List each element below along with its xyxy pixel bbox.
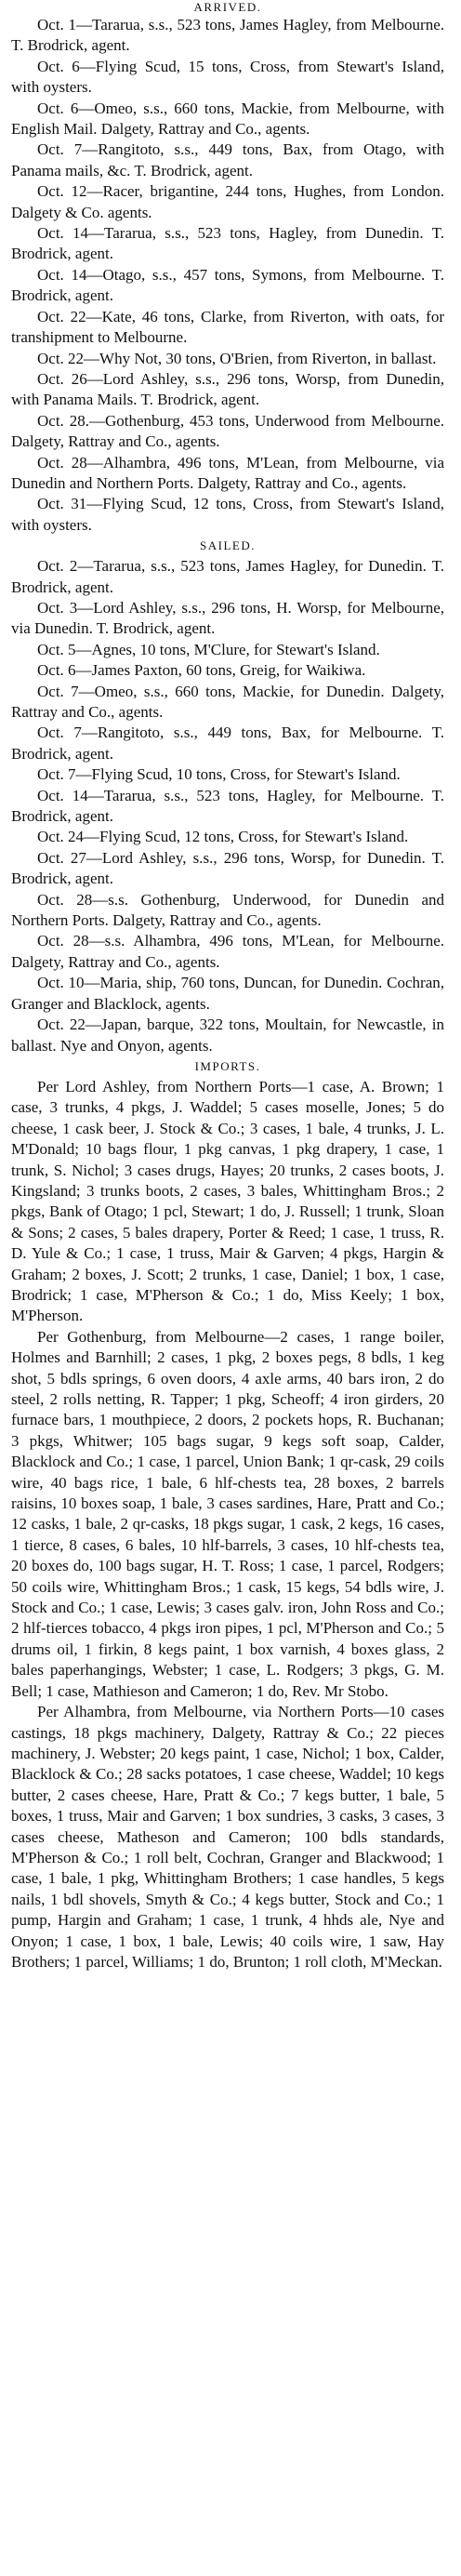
- arrived-entry: Oct. 28.—Gothenburg, 453 tons, Underwood from Melbourne. Dalgety, Rattray and Co., agents.: [11, 411, 444, 451]
- arrived-entry: Oct. 1—Tararua, s.s., 523 tons, James Hagley, from Melbourne. T. Brodrick, agent.: [11, 16, 444, 55]
- imports-entry: Per Gothenburg, from Melbourne—2 cases, 1 range boiler, Holmes and Barnhill; 2 cases, 1 pkg, 2 boxes pegs, 8 bdls, 1 keg shot, 5 bdls springs, 6 oven doors, 4 axle arms, 40 bars iron, 2 do steel, 2 rolls netting, R. Tapper; 1 pkg, Scheoff; 4 iron girders, 20 furnace bars, 1 mouthpiece, 2 doors, 2 pockets hops, R. Buchanan; 3 pkgs, Whitwer; 105 bags sugar, 9 kegs soft soap, Calder, Blacklock and Co.; 1 case, 1 parcel, Union Bank; 1 qr-cask, 29 coils wire, 40 bags rice, 1 bale, 6 hlf-chests tea, 28 boxes, 2 barrels raisins, 10 boxes soap, 1 bale, 3 cases sardines, Hare, Pratt and Co.; 12 casks, 1 bale, 2 qr-casks, 18 pkgs sugar, 1 cask, 2 kegs, 16 cases, 1 tierce, 8 cases, 6 bales, 10 hlf-barrels, 3 cases, 10 hlf-chests tea, 20 boxes do, 100 bags sugar, H. T. Ross; 1 case, 1 parcel, Rodgers; 50 coils wire, Whittingham Bros.; 1 cask, 15 kegs, 54 bdls wire, J. Stock and Co.; 1 case, Lewis; 3 cases galv. iron, John Ross and Co.; 2 hlf-tierces tobacco, 4 pkgs iron pipes, 1 pcl, M'Pherson and Co.; 5 drums oil, 1 firkin, 8 kegs paint, 1 box varnish, 4 boxes glass, 2 bales paperhangings, Webster; 1 case, L. Rodgers; 3 pkgs, G. M. Bell; 1 case, Mathieson and Cameron; 1 do, Rev. Mr Stobo.: [11, 1327, 444, 1700]
- sailed-entry: Oct. 28—s.s. Alhambra, 496 tons, M'Lean, for Melbourne. Dalgety, Rattray and Co., agents.: [11, 932, 444, 971]
- arrived-entry: Oct. 14—Otago, s.s., 457 tons, Symons, from Melbourne. T. Brodrick, agent.: [11, 265, 444, 305]
- sailed-entry: Oct. 10—Maria, ship, 760 tons, Duncan, for Dunedin. Cochran, Granger and Blacklock, agents.: [11, 974, 444, 1013]
- sailed-list: [11, 556, 444, 1056]
- imports-heading: IMPORTS.: [194, 1058, 261, 1073]
- imports-list: [11, 1077, 444, 1972]
- sailed-entry: Oct. 24—Flying Scud, 12 tons, Cross, for Stewart's Island.: [37, 828, 409, 846]
- arrived-entry: Oct. 6—Flying Scud, 15 tons, Cross, from Stewart's Island, with oysters.: [11, 57, 444, 97]
- sailed-entry: Oct. 3—Lord Ashley, s.s., 296 tons, H. Worsp, for Melbourne, via Dunedin. T. Brodrick, agent.: [11, 598, 444, 638]
- arrived-entry: Oct. 7—Rangitoto, s.s., 449 tons, Bax, from Otago, with Panama mails, &c. T. Brodrick, agent.: [11, 140, 444, 179]
- sailed-entry: Oct. 22—Japan, barque, 322 tons, Moultain, for Newcastle, in ballast. Nye and Onyon, agents.: [11, 1016, 444, 1055]
- sailed-entry: Oct. 2—Tararua, s.s., 523 tons, James Hagley, for Dunedin. T. Brodrick, agent.: [11, 557, 444, 596]
- imports-entry: Per Alhambra, from Melbourne, via Northern Ports—10 cases castings, 18 pkgs machinery, Dalgety, Rattray & Co.; 22 pieces machinery, J. Webster; 20 kegs paint, 1 case, Nichol; 1 box, Calder, Blacklock & Co.; 28 sacks potatoes, 1 case cheese, Waddel; 10 kegs butter, 2 cases cheese, Hare, Pratt & Co.; 7 kegs butter, 1 bale, 5 boxes, 1 truss, Mair and Garven; 1 box sundries, 3 casks, 3 cases, 3 cases cheese, Matheson and Cameron; 100 bdls standards, M'Pherson & Co.; 1 roll belt, Cochran, Granger and Blackwood; 1 case, 1 bale, 1 pkg, Whittingham Brothers; 1 case handles, 5 kegs nails, 1 bdl shovels, Smyth & Co.; 4 kegs butter, Stock and Co.; 1 pump, Hargin and Graham; 1 case, 1 trunk, 4 hhds ale, Nye and Onyon; 1 case, 1 box, 1 bale, Lewis; 40 coils wire, 1 saw, Hay Brothers; 1 parcel, Williams; 1 do, Brunton; 1 roll cloth, M'Meckan.: [11, 1703, 444, 1971]
- sailed-entry: Oct. 28—s.s. Gothenburg, Underwood, for Dunedin and Northern Ports. Dalgety, Rattray and Co., agents.: [11, 890, 444, 930]
- sailed-entry: Oct. 7—Rangitoto, s.s., 449 tons, Bax, for Melbourne. T. Brodrick, agent.: [11, 724, 444, 763]
- arrived-entry: Oct. 14—Tararua, s.s., 523 tons, Hagley, from Dunedin. T. Brodrick, agent.: [11, 224, 444, 263]
- sailed-entry: Oct. 14—Tararua, s.s., 523 tons, Hagley, for Melbourne. T. Brodrick, agent.: [11, 786, 444, 826]
- arrived-entry: Oct. 6—Omeo, s.s., 660 tons, Mackie, from Melbourne, with English Mail. Dalgety, Rattray and Co., agents.: [11, 99, 444, 139]
- sailed-entry: Oct. 5—Agnes, 10 tons, M'Clure, for Stewart's Island.: [37, 640, 380, 658]
- imports-entry: Per Lord Ashley, from Northern Ports—1 case, A. Brown; 1 case, 3 trunks, 4 pkgs, J. Waddel; 5 cases moselle, Jones; 5 do cheese, 1 cask beer, J. Stock & Co.; 3 cases, 1 bale, 4 trunks, J. L. M'Donald; 10 bags flour, 1 pkg canvas, 1 pkg drapery, 1 case, 1 trunk, S. Nichol; 3 cases drugs, Hayes; 20 trunks, 2 cases boots, J. Kingsland; 3 trunks boots, 2 cases, 3 bales, Whittingham Bros.; 2 pkgs, Bank of Otago; 1 pcl, Stewart; 1 do, J. Russell; 1 trunk, Sloan & Sons; 2 cases, 5 bales drapery, Porter & Reed; 1 case, 1 truss, R. D. Yule & Co.; 1 case, 1 truss, Mair & Garven; 4 pkgs, Hargin & Graham; 2 boxes, J. Scott; 2 trunks, 1 case, Daniel; 1 box, 1 case, Brodrick; 1 case, M'Pherson & Co.; 1 do, Miss Keely; 1 box, M'Pherson.: [11, 1077, 444, 1325]
- arrived-entry: Oct. 22—Kate, 46 tons, Clarke, from Riverton, with oats, for transhipment to Melbourne.: [11, 307, 444, 347]
- arrived-entry: Oct. 26—Lord Ashley, s.s., 296 tons, Worsp, from Dunedin, with Panama Mails. T. Brodrick, agent.: [11, 369, 444, 409]
- arrived-entry: Oct. 12—Racer, brigantine, 244 tons, Hughes, from London. Dalgety & Co. agents.: [11, 182, 444, 221]
- arrived-list: [11, 15, 444, 536]
- sailed-heading: SAILED.: [200, 538, 256, 553]
- sailed-entry: Oct. 6—James Paxton, 60 tons, Greig, for Waikiwa.: [37, 661, 366, 680]
- arrived-entry: Oct. 28—Alhambra, 496 tons, M'Lean, from Melbourne, via Dunedin and Northern Ports. Dalgety, Rattray and Co., agents.: [11, 453, 444, 492]
- sailed-entry: Oct. 7—Omeo, s.s., 660 tons, Mackie, for Dunedin. Dalgety, Rattray and Co., agents.: [11, 682, 444, 721]
- sailed-entry: Oct. 7—Flying Scud, 10 tons, Cross, for Stewart's Island.: [37, 765, 401, 784]
- arrived-entry: Oct. 22—Why Not, 30 tons, O'Brien, from Riverton, in ballast.: [37, 349, 437, 367]
- arrived-entry: Oct. 31—Flying Scud, 12 tons, Cross, from Stewart's Island, with oysters.: [11, 495, 444, 534]
- sailed-entry: Oct. 27—Lord Ashley, s.s., 296 tons, Worsp, for Dunedin. T. Brodrick, agent.: [11, 848, 444, 888]
- arrived-heading: ARRIVED.: [193, 0, 262, 14]
